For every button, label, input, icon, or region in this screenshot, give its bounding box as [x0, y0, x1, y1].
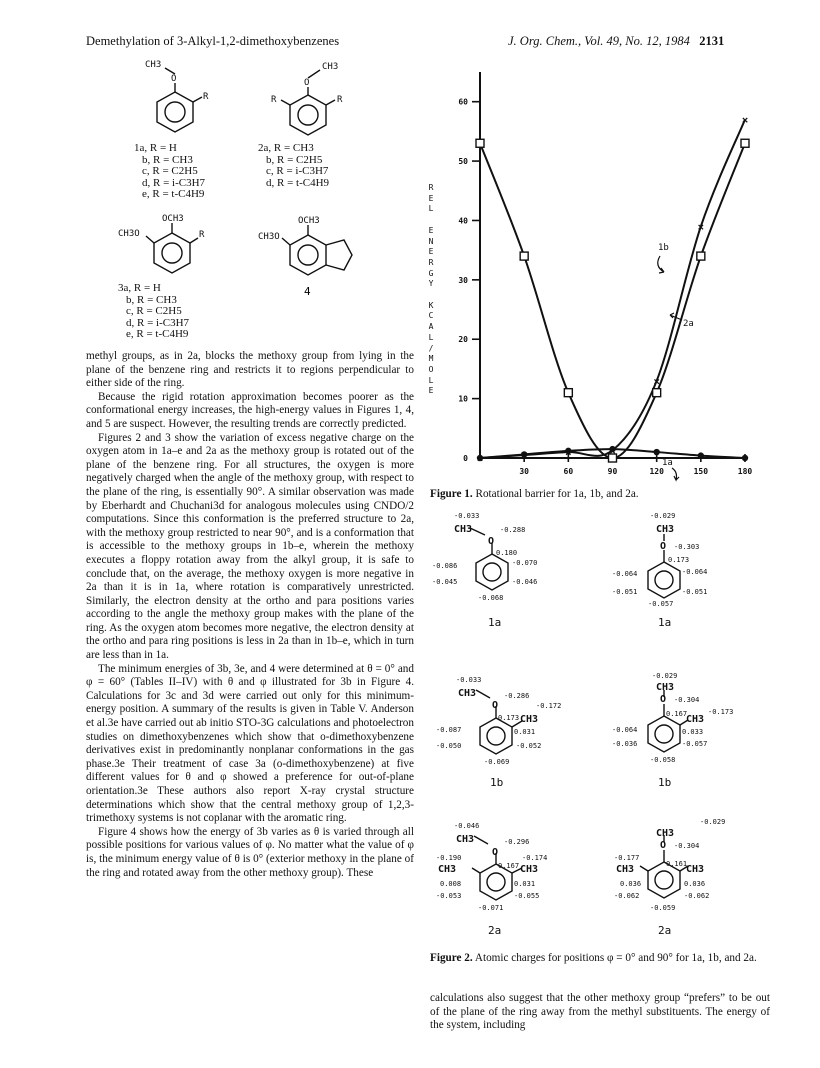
s4-ch3o: CH3O — [258, 232, 280, 242]
ylabel-letter: E — [428, 386, 434, 396]
ch3-label: CH3 — [456, 834, 475, 845]
series-line-1b — [480, 143, 745, 458]
ring-r1-left — [476, 554, 508, 590]
point-1a — [698, 452, 704, 458]
charge: -0.055 — [514, 892, 540, 900]
figure1-caption — [430, 488, 770, 502]
charge: -0.058 — [650, 756, 676, 764]
ylabel-letter: R — [428, 257, 434, 267]
ch3-label: CH3 — [616, 864, 635, 875]
arrow-1b — [658, 256, 664, 273]
point-1a — [653, 449, 659, 455]
left-body-column — [86, 350, 414, 880]
r-list-item: e, R = t-C4H9 — [126, 328, 189, 341]
ylabel-letter: C — [428, 311, 434, 321]
charge: 0.031 — [514, 880, 536, 888]
charge: -0.190 — [436, 854, 462, 862]
s3-ch3o: CH3O — [118, 229, 140, 239]
o-label: O — [660, 840, 667, 851]
charge: -0.296 — [504, 838, 530, 846]
series-label-1a: 1a — [662, 458, 673, 468]
paragraph: Figure 4 shows how the energy of 3b varies as θ is varied through all possible positions for various values of φ. No matter what the value of φ is, the minimum energy value of θ is 0° (exterior methoxy in the plane of the ring and rotated away from the other methoxy group). These — [86, 825, 414, 879]
point-2a: × — [476, 452, 484, 465]
ylabel-letter: E — [428, 225, 434, 235]
ch3-label: CH3 — [438, 864, 457, 875]
x-tick-label: 180 — [737, 467, 753, 476]
ch3-label: CH3 — [656, 828, 675, 839]
charge: -0.029 — [650, 512, 676, 520]
ylabel-letter — [426, 290, 436, 301]
compound-label: 1b — [658, 776, 672, 789]
charge: 0.173 — [668, 556, 690, 564]
s1-o: O — [171, 74, 177, 84]
ylabel-letter: Y — [428, 279, 434, 289]
r-list-item: d, R = i-C3H7 — [142, 176, 206, 189]
charge: -0.051 — [682, 588, 708, 596]
charge: -0.070 — [512, 559, 538, 567]
y-tick-label: 10 — [458, 394, 468, 404]
s1-ch3: CH3 — [145, 60, 162, 70]
arrow-1a — [672, 468, 679, 480]
ylabel-letter: O — [428, 364, 434, 374]
charge: 0.008 — [440, 880, 462, 888]
ylabel-letter: L — [428, 332, 434, 342]
ylabel-letter: L — [428, 204, 434, 214]
compound-label: 1b — [490, 776, 504, 789]
ring-r2-right — [648, 716, 680, 752]
s2-o: O — [304, 78, 310, 88]
s1-r: R — [203, 92, 209, 102]
s2-r-left: R — [271, 95, 277, 105]
figure2-caption-label: Figure 2. — [430, 952, 473, 964]
charge: -0.062 — [684, 892, 710, 900]
r-list-3 — [118, 283, 189, 341]
ring-r1-right — [648, 562, 680, 598]
figure2-caption — [430, 952, 770, 966]
charge: -0.057 — [648, 600, 674, 608]
charge: -0.036 — [612, 740, 638, 748]
charge: -0.057 — [682, 740, 708, 748]
point-2a: × — [565, 446, 572, 460]
charge: 0.036 — [684, 880, 706, 888]
point-1a — [742, 455, 748, 461]
s3-r: R — [199, 230, 205, 240]
ylabel-letter: E — [428, 247, 434, 257]
ylabel-letter: M — [428, 354, 434, 364]
charge: -0.029 — [700, 818, 726, 826]
y-tick-label: 20 — [458, 335, 468, 345]
x-tick-label: 120 — [649, 467, 664, 476]
charge: -0.046 — [512, 578, 538, 586]
r-list-item: b, R = CH3 — [126, 293, 177, 306]
charge: -0.288 — [500, 526, 526, 534]
r-list-1 — [134, 143, 205, 201]
charge: 0.180 — [496, 549, 518, 557]
point-2a: × — [741, 113, 749, 127]
figure1-chart — [440, 50, 770, 490]
benzene-ring-2 — [290, 95, 326, 135]
charge: -0.173 — [708, 708, 734, 716]
charge: 0.167 — [498, 862, 520, 870]
charge: -0.046 — [454, 822, 480, 830]
point-1b — [653, 389, 661, 397]
running-header-title: Demethylation of 3-Alkyl-1,2-dimethoxybenzenes — [86, 34, 340, 48]
charge: -0.033 — [456, 676, 482, 684]
benzene-ring-4 — [290, 235, 326, 275]
ylabel-letter — [426, 215, 436, 226]
point-2a: × — [697, 220, 705, 234]
charge: -0.286 — [504, 692, 530, 700]
charge: -0.052 — [516, 742, 542, 750]
ch3-label: CH3 — [454, 524, 473, 535]
point-1b — [697, 252, 705, 260]
charge: -0.062 — [614, 892, 640, 900]
o-label: O — [492, 700, 499, 711]
page-number: 2131 — [699, 34, 725, 48]
s3-och3: OCH3 — [162, 214, 184, 224]
charge: -0.051 — [612, 588, 638, 596]
point-1b — [741, 139, 749, 147]
y-tick-label: 0 — [463, 454, 468, 463]
x-tick-label: 90 — [607, 467, 618, 476]
r-list-2 — [258, 143, 329, 189]
charge: -0.045 — [432, 578, 458, 586]
ylabel-letter: R — [428, 183, 434, 192]
ch3-label: CH3 — [458, 688, 477, 699]
r-list-item: c, R = i-C3H7 — [266, 165, 329, 178]
x-tick-label: 60 — [563, 467, 574, 476]
o-label: O — [488, 536, 495, 547]
ch3-label: CH3 — [686, 864, 705, 875]
ch3-label: CH3 — [520, 714, 539, 725]
r-list-item: c, R = C2H5 — [126, 305, 182, 318]
charge: -0.071 — [478, 904, 504, 912]
charge: -0.303 — [674, 543, 700, 551]
r-list-item: 3a, R = H — [118, 282, 161, 294]
y-tick-label: 40 — [458, 216, 468, 226]
r-list-item: c, R = C2H5 — [142, 165, 198, 178]
s2-ch3: CH3 — [322, 62, 339, 72]
r-list-item: d, R = t-C4H9 — [266, 176, 330, 189]
charge: -0.059 — [650, 904, 676, 912]
x-tick-label: 150 — [693, 467, 709, 476]
benzene-ring-1 — [157, 92, 193, 132]
charge: 0.036 — [620, 880, 642, 888]
r-list-item: b, R = C2H5 — [266, 153, 323, 166]
r-list-item: 2a, R = CH3 — [258, 142, 314, 154]
charge: -0.033 — [454, 512, 480, 520]
o-label: O — [492, 847, 499, 858]
charge: -0.177 — [614, 854, 640, 862]
charge: -0.086 — [432, 562, 458, 570]
ring-r2-left — [480, 718, 512, 754]
series-line-2a — [480, 120, 745, 458]
r-list-item: e, R = t-C4H9 — [142, 188, 205, 201]
charge: 0.033 — [682, 728, 704, 736]
charge: -0.050 — [436, 742, 462, 750]
y-tick-label: 50 — [458, 157, 468, 167]
charge: -0.068 — [478, 594, 504, 602]
ylabel-letter: A — [428, 322, 434, 332]
s4-och3: OCH3 — [298, 216, 320, 226]
compound-label: 1a — [658, 616, 672, 629]
paragraph: Because the rigid rotation approximation becomes poorer as the conformational energy increases, the high-energy values in Figures 1, 4, and 5 are suspect. However, the resulting trends are correctly predicted. — [86, 390, 414, 430]
ylabel-letter: / — [428, 343, 434, 353]
paragraph: The minimum energies of 3b, 3e, and 4 were determined at θ = 0° and φ = 60° (Tables II–IV) with θ and φ illustrated for 3b in Figure 4. Calculations for 3c and 3d were carried out only for this minimum-energy position. A summary of the results is given in Table V. Anderson et al.3e have carried out ab initio STO-3G calculations and photoelectron studies on dimethoxybenzenes which show that o-dimethoxybenzene derivatives exist in predominantly nonplanar conformations in the gas phase.3e Their treatment of case 3a (o-dimethoxybenzene) at five different values for θ and φ showed a preference for out-of-plane orientation.3e These authors also report X-ray crystal structure determinations which show that the central methoxy group of 1,2,3-trimethoxy systems is not coplanar with the aromatic ring. — [86, 662, 414, 825]
charge: -0.304 — [674, 842, 700, 850]
compound-label: 2a — [658, 924, 672, 937]
y-tick-label: 60 — [458, 97, 468, 107]
charge: -0.174 — [522, 854, 548, 862]
paragraph: methyl groups, as in 2a, blocks the methoxy group from lying in the plane of the benzene ring and restricts it to regions perpendicular to either side of the ring. — [86, 350, 414, 390]
charge: -0.064 — [682, 568, 708, 576]
ylabel-letter: K — [428, 300, 434, 310]
charge: -0.029 — [652, 672, 678, 680]
point-1b — [564, 389, 572, 397]
ch3-label: CH3 — [520, 864, 539, 875]
y-tick-label: 30 — [458, 275, 468, 285]
journal-citation: J. Org. Chem., Vol. 49, No. 12, 1984 — [508, 34, 690, 48]
paragraph: calculations also suggest that the other methoxy group “prefers” to be out of the plane of the ring away from the methyl substituents. The energy of the system, including — [430, 992, 770, 1032]
s2-r-right: R — [337, 95, 343, 105]
r-list-item: b, R = CH3 — [142, 153, 193, 166]
point-2a: × — [520, 449, 528, 463]
figure1-ylabel — [426, 183, 436, 397]
point-2a: × — [653, 374, 660, 388]
charge: 0.161 — [666, 860, 688, 868]
right-body-column — [430, 992, 770, 1033]
ch3-label: CH3 — [656, 524, 675, 535]
charge: -0.069 — [484, 758, 510, 766]
series-label-1b: 1b — [658, 243, 669, 253]
charge: -0.087 — [436, 726, 462, 734]
charge: -0.064 — [612, 570, 638, 578]
ylabel-letter: E — [428, 193, 434, 203]
s4-label: 4 — [304, 285, 311, 298]
x-tick-label: 30 — [519, 467, 529, 476]
figure2-caption-text: Atomic charges for positions φ = 0° and 90° for 1a, 1b, and 2a. — [474, 952, 757, 964]
figure1-caption-text: Rotational barrier for 1a, 1b, and 2a. — [475, 488, 639, 500]
running-header-journal — [508, 34, 724, 49]
r-list-item: d, R = i-C3H7 — [126, 316, 190, 329]
point-2a: × — [609, 444, 616, 458]
charge: -0.064 — [612, 726, 638, 734]
charge: 0.031 — [514, 728, 536, 736]
compound-label: 1a — [488, 616, 502, 629]
o-label: O — [660, 541, 667, 552]
benzene-ring-3 — [154, 233, 190, 273]
ch3-label: CH3 — [686, 714, 705, 725]
figure2-diagram — [430, 510, 780, 940]
series-label-2a: 2a — [683, 319, 694, 329]
charge: -0.172 — [536, 702, 562, 710]
charge: -0.053 — [436, 892, 462, 900]
charge: 0.173 — [498, 714, 520, 722]
point-1b — [520, 252, 528, 260]
charge: -0.304 — [674, 696, 700, 704]
ylabel-letter: N — [428, 236, 434, 246]
r-list-item: 1a, R = H — [134, 142, 177, 154]
ylabel-letter: G — [428, 268, 434, 278]
compound-label: 2a — [488, 924, 502, 937]
charge: 0.167 — [666, 710, 688, 718]
ch3-label: CH3 — [656, 682, 675, 693]
figure1-caption-label: Figure 1. — [430, 488, 473, 500]
paragraph: Figures 2 and 3 show the variation of excess negative charge on the oxygen atom in 1a–e and 2a as the methoxy group is rotated out of the plane of the benzene ring. For all structures, the oxygen is more negatively charged when the angle of the methoxy group, with respect to the plane of the ring, is essentially 90°. A similar observation was made by Eberhardt and Chuchani3d for analogous molecules using CNDO/2 computations. Since this conformation is the preferred structure to 2a, with the methoxy group restricted to near 90°, and is a conformation that is accessible to the methoxy groups in 1b–e, wherein the methoxy executes a floppy rotation away from the alkyl group, it is safe to conclude that, on the average, the methoxy oxygen is more negative in 2a than it is in 1a, where rotation is comparatively unrestricted. Similarly, the electron density at the ortho and para positions varies according to the angle the methoxy group makes with the plane of the ring. As the oxygen atom becomes more negative, the electron density at the ortho and para ring positions is less in 2a than in 1b–e, which in turn are less than in 1a. — [86, 431, 414, 662]
o-label: O — [660, 694, 667, 705]
ylabel-letter: L — [428, 375, 434, 385]
point-1b — [476, 139, 484, 147]
